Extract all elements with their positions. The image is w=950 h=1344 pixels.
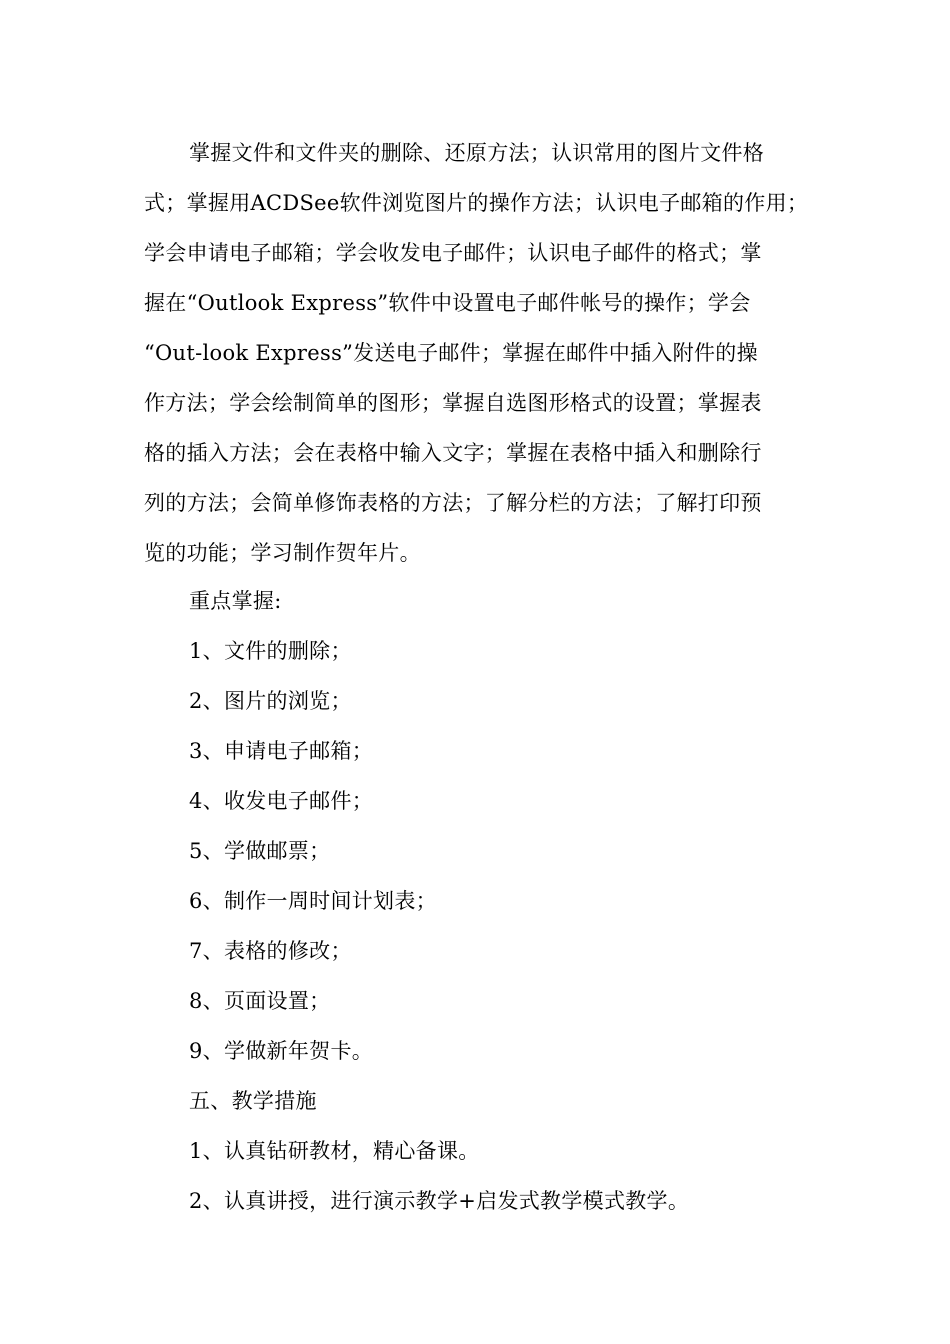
section-heading: 五、教学措施 (189, 1089, 317, 1113)
paragraph-line: 作方法；学会绘制简单的图形；掌握自选图形格式的设置；掌握表 (144, 391, 762, 415)
paragraph-line: 学会申请电子邮箱；学会收发电子邮件；认识电子邮件的格式；掌 (144, 241, 762, 265)
key-point-item: 2、图片的浏览； (189, 689, 352, 713)
key-point-item: 8、页面设置； (189, 989, 331, 1013)
key-point-item: 9、学做新年贺卡。 (189, 1039, 374, 1063)
measure-item: 2、认真讲授，进行演示教学+启发式教学模式教学。 (189, 1189, 690, 1213)
key-points-heading: 重点掌握: (189, 589, 282, 613)
paragraph-line: 式；掌握用ACDSee软件浏览图片的操作方法；认识电子邮箱的作用； (144, 191, 809, 215)
paragraph-line: 格的插入方法；会在表格中输入文字；掌握在表格中插入和删除行 (144, 441, 762, 465)
key-point-item: 1、文件的删除； (189, 639, 352, 663)
key-point-item: 7、表格的修改； (189, 939, 352, 963)
body-paragraph (144, 128, 824, 578)
key-point-item: 4、收发电子邮件； (189, 789, 374, 813)
paragraph-line: 握在“Outlook Express”软件中设置电子邮件帐号的操作；学会 (144, 291, 751, 315)
key-point-item: 6、制作一周时间计划表； (189, 889, 437, 913)
paragraph-line: 掌握文件和文件夹的删除、还原方法；认识常用的图片文件格 (189, 141, 765, 165)
key-point-item: 3、申请电子邮箱； (189, 739, 374, 763)
paragraph-line: 览的功能；学习制作贺年片。 (144, 541, 421, 565)
measure-item: 1、认真钻研教材，精心备课。 (189, 1139, 480, 1163)
key-point-item: 5、学做邮票； (189, 839, 331, 863)
paragraph-line: “Out-look Express”发送电子邮件；掌握在邮件中插入附件的操 (144, 341, 758, 365)
paragraph-line: 列的方法；会简单修饰表格的方法；了解分栏的方法；了解打印预 (144, 491, 762, 515)
